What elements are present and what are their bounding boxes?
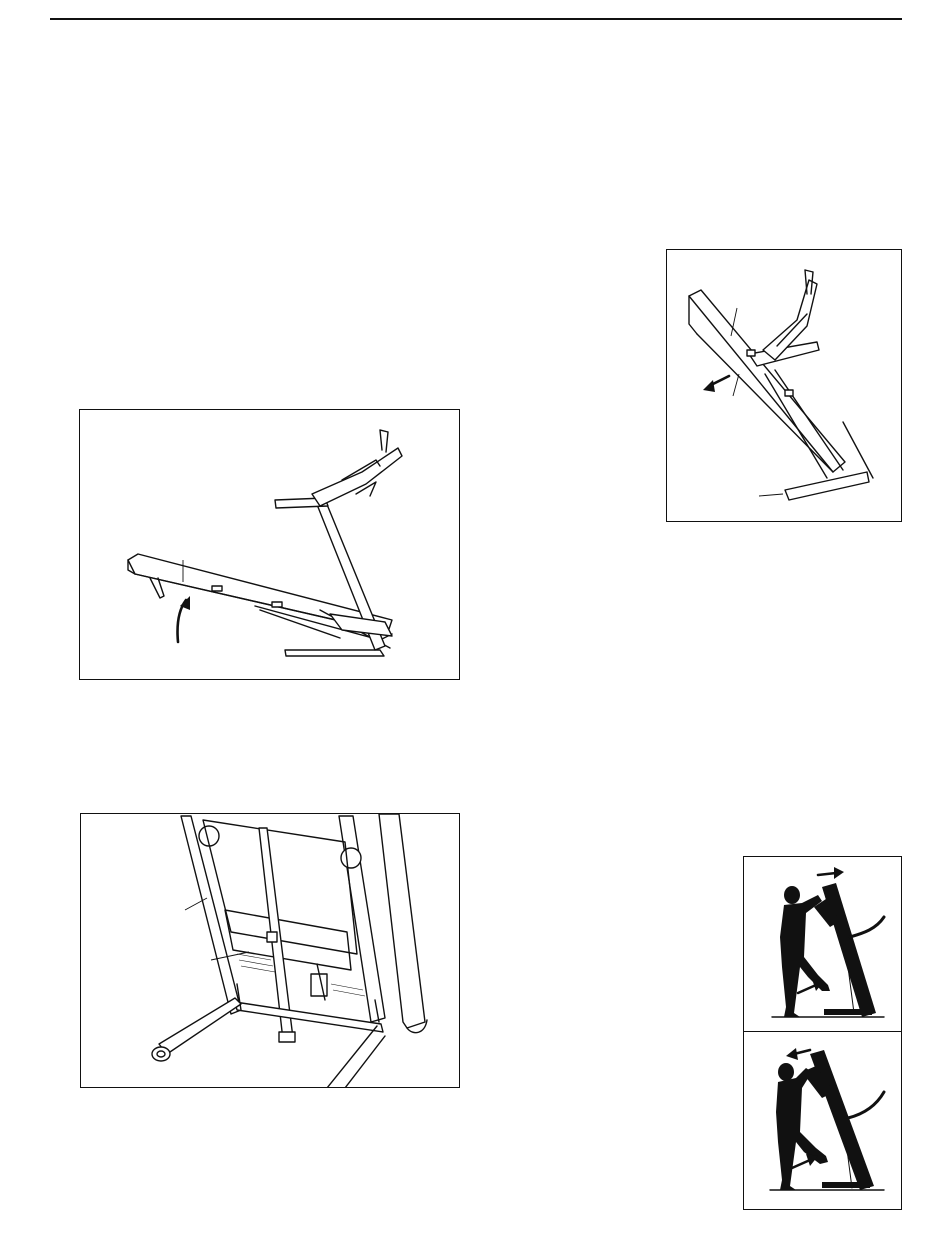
treadmill-underside-drawing: [81, 814, 460, 1088]
header-rule: [50, 18, 902, 20]
figure-underside-storage: [80, 813, 460, 1088]
figure-raise-frame: [79, 409, 460, 680]
figure-person-pull: [743, 1031, 902, 1210]
figure-person-push: [743, 856, 902, 1033]
treadmill-folded-drawing: [667, 250, 902, 522]
right-arrow-icon: [818, 873, 836, 875]
person-pull-drawing: [744, 1032, 902, 1210]
figure-fold-upright: [666, 249, 902, 522]
person-push-drawing: [744, 857, 902, 1033]
treadmill-raise-drawing: [80, 410, 460, 680]
